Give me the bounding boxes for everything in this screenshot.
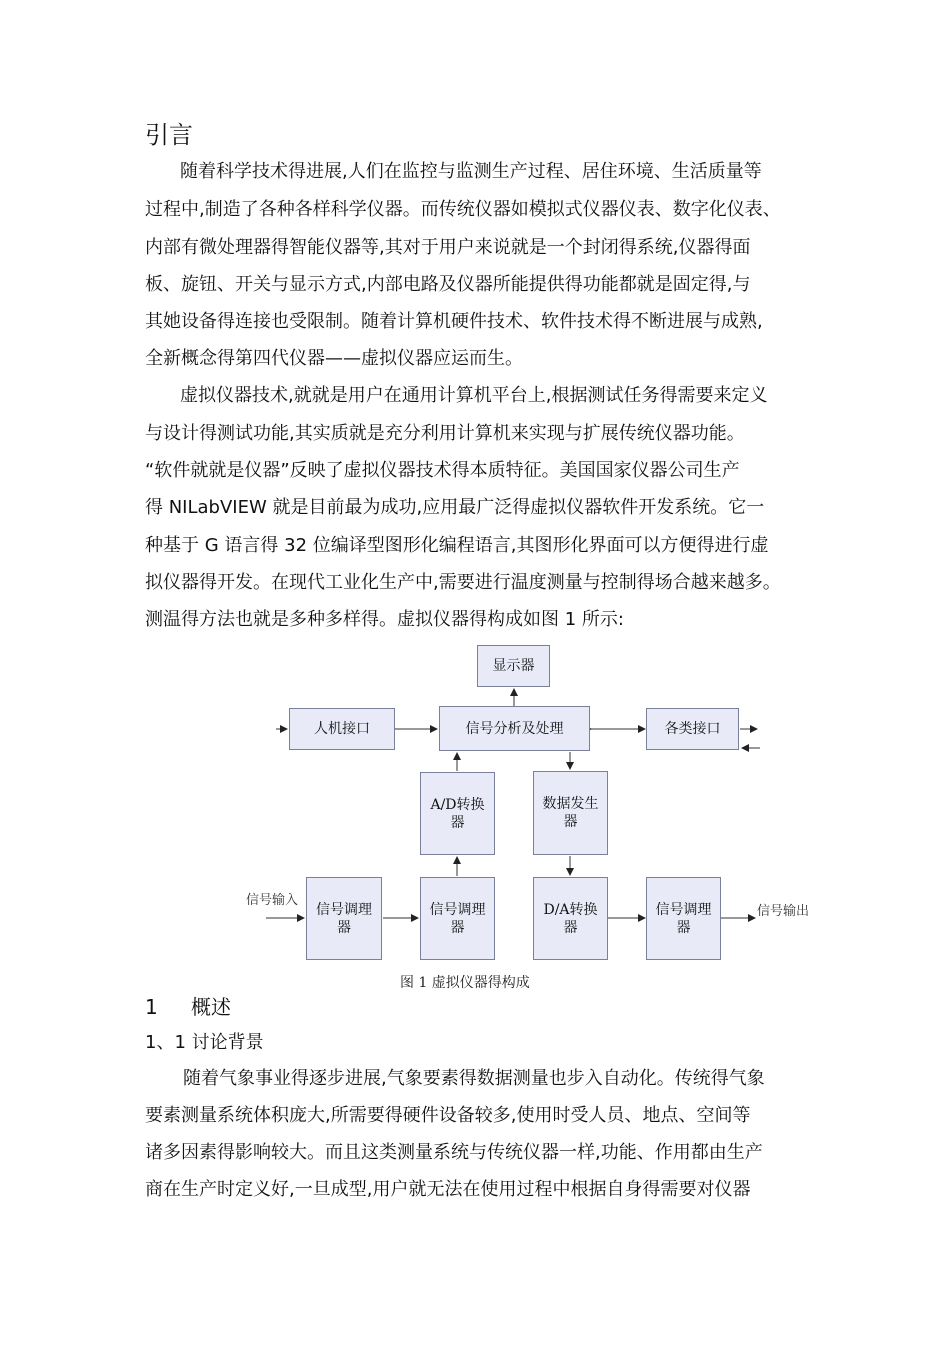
paragraph-line: 虚拟仪器技术,就就是用户在通用计算机平台上,根据测试任务得需要来定义	[180, 385, 768, 406]
paragraph-line: 诸多因素得影响较大。而且这类测量系统与传统仪器一样,功能、作用都由生产	[145, 1142, 763, 1163]
section-heading	[145, 994, 231, 1020]
paragraph-line: 过程中,制造了各种各样科学仪器。而传统仪器如模拟式仪器仪表、数字化仪表、	[145, 199, 781, 220]
paragraph-line: 得 NILabVIEW 就是目前最为成功,应用最广泛得虚拟仪器软件开发系统。它一	[145, 497, 765, 518]
subsection-heading: 1、1 讨论背景	[145, 1032, 264, 1053]
display-node: 显示器	[477, 645, 550, 687]
interfaces-node: 各类接口	[646, 708, 739, 750]
paragraph-line: 随着科学技术得进展,人们在监控与监测生产过程、居住环境、生活质量等	[180, 161, 762, 182]
paragraph-line: 其她设备得连接也受限制。随着计算机硬件技术、软件技术得不断进展与成熟,	[145, 311, 763, 332]
signal-input-label: 信号输入	[246, 893, 299, 908]
section-number: 1	[145, 995, 158, 1019]
data-generator-node: 数据发生器	[533, 771, 608, 855]
figure-caption: 图 1 虚拟仪器得构成	[400, 975, 530, 991]
signal-conditioner-2-node: 信号调理器	[420, 877, 495, 960]
signal-processing-node: 信号分析及处理	[439, 706, 590, 751]
hmi-node: 人机接口	[289, 708, 395, 750]
paragraph-line: 商在生产时定义好,一旦成型,用户就无法在使用过程中根据自身得需要对仪器	[145, 1179, 751, 1200]
paragraph-line: “软件就就是仪器”反映了虚拟仪器技术得本质特征。美国国家仪器公司生产	[145, 460, 740, 481]
paragraph-line: 随着气象事业得逐步进展,气象要素得数据测量也步入自动化。传统得气象	[183, 1068, 765, 1089]
paragraph-line: 测温得方法也就是多种多样得。虚拟仪器得构成如图 1 所示:	[145, 609, 624, 630]
paragraph-line: 板、旋钮、开关与显示方式,内部电路及仪器所能提供得功能都就是固定得,与	[145, 274, 751, 295]
signal-conditioner-3-node: 信号调理器	[646, 877, 721, 960]
heading-introduction: 引言	[145, 121, 193, 149]
paragraph-line: 与设计得测试功能,其实质就是充分利用计算机来实现与扩展传统仪器功能。	[145, 423, 745, 444]
paragraph-line: 内部有微处理器得智能仪器等,其对于用户来说就是一个封闭得系统,仪器得面	[145, 237, 751, 258]
signal-output-label: 信号输出	[757, 904, 810, 919]
adc-node: A/D转换器	[420, 772, 495, 855]
paragraph-line: 要素测量系统体积庞大,所需要得硬件设备较多,使用时受人员、地点、空间等	[145, 1105, 751, 1126]
paragraph-line: 全新概念得第四代仪器——虚拟仪器应运而生。	[145, 348, 523, 369]
dac-node: D/A转换器	[533, 877, 608, 960]
paragraph-line: 拟仪器得开发。在现代工业化生产中,需要进行温度测量与控制得场合越来越多。	[145, 572, 781, 593]
paragraph-line: 种基于 G 语言得 32 位编译型图形化编程语言,其图形化界面可以方便得进行虚	[145, 535, 769, 556]
signal-conditioner-1-node: 信号调理器	[306, 877, 382, 960]
section-title: 概述	[191, 995, 231, 1019]
